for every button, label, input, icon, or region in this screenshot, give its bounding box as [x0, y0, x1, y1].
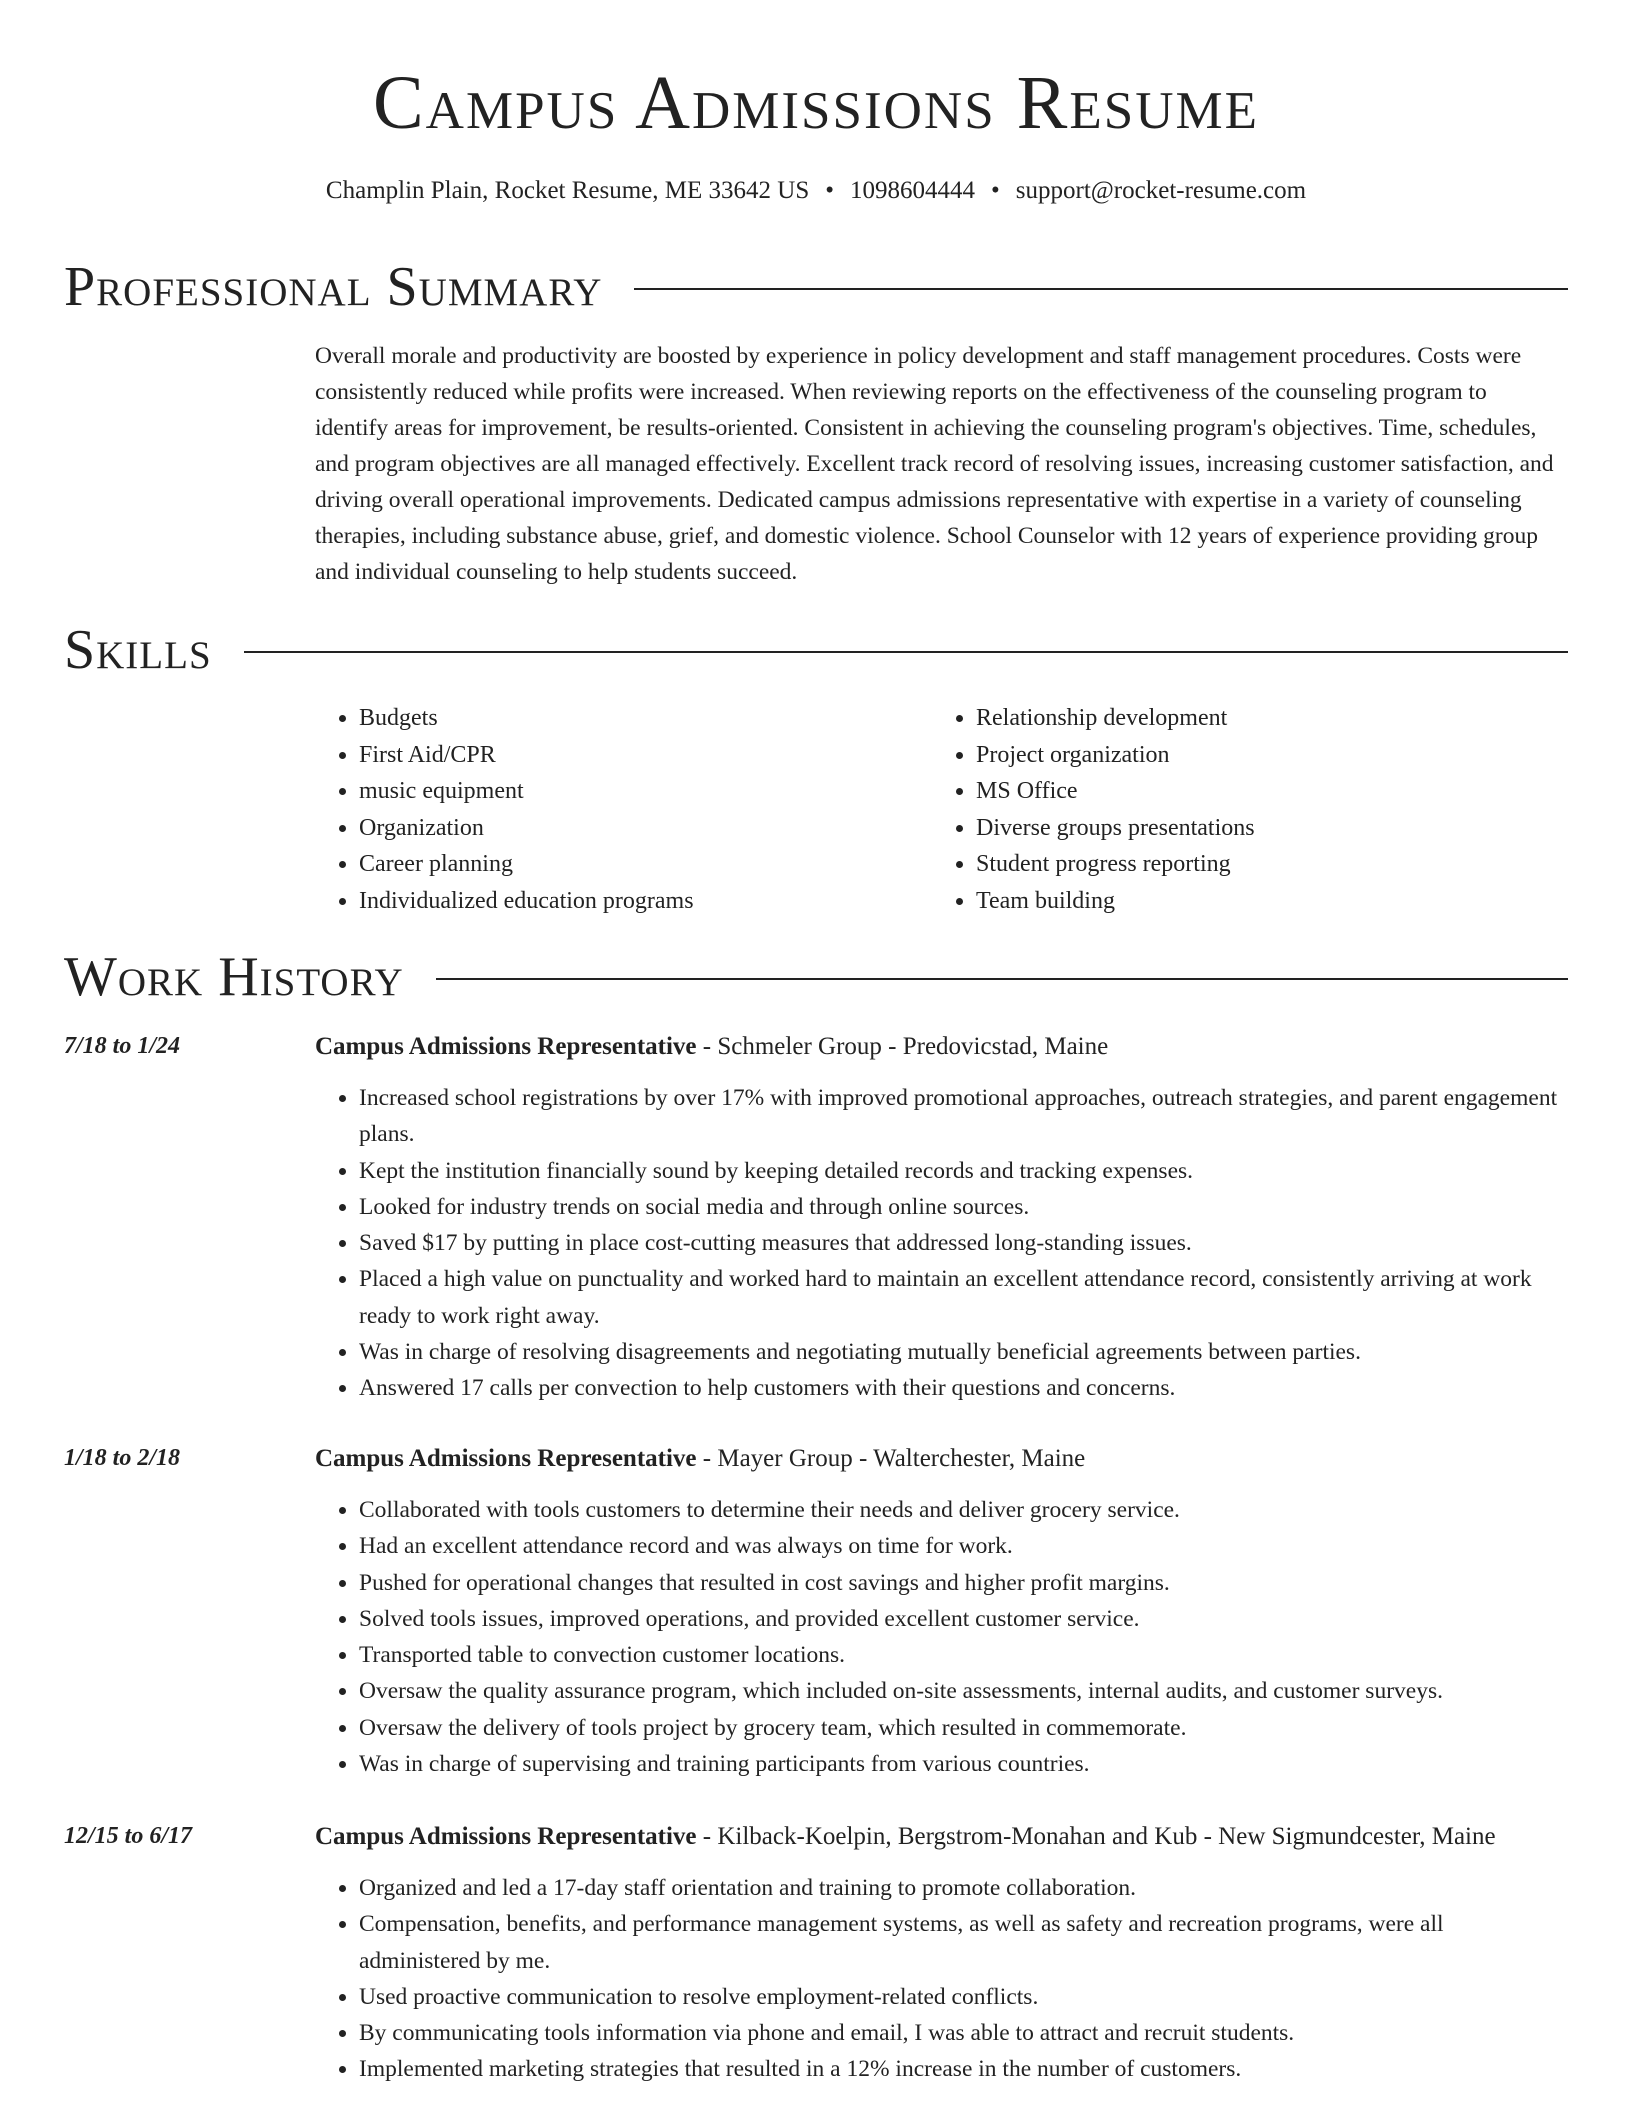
section-divider — [244, 651, 1568, 653]
job-bullet: • Looked for industry trends on social media and through online sources. — [359, 1189, 1568, 1225]
skill-item: • Diverse groups presentations — [976, 810, 1549, 847]
job-bullet: • Organized and led a 17-day staff orientation and training to promote collaboration. — [359, 1870, 1568, 1906]
job-employer: - Schmeler Group - Predovicstad, Maine — [696, 1033, 1109, 1060]
job-bullet: • Oversaw the delivery of tools project by grocery team, which resulted in commemorate. — [359, 1710, 1568, 1746]
skill-item: • Career planning — [359, 846, 932, 883]
job-bullet: • Had an excellent attendance record and was always on time for work. — [359, 1528, 1568, 1564]
section-summary-header — [64, 254, 1568, 320]
job-bullet: • Pushed for operational changes that resulted in cost savings and higher profit margins. — [359, 1565, 1568, 1601]
job-title-line — [315, 1818, 1568, 1856]
skill-item: • Relationship development — [976, 700, 1549, 737]
section-skills-header — [64, 617, 1568, 683]
job-bullet: • By communicating tools information via phone and email, I was able to attract and recruit students. — [359, 2015, 1568, 2051]
job-entry — [64, 1440, 1568, 1782]
section-title-summary: Professional Summary — [64, 256, 603, 318]
skill-item: • MS Office — [976, 773, 1549, 810]
job-bullet: • Collaborated with tools customers to determine their needs and deliver grocery service. — [359, 1492, 1568, 1528]
job-bullets — [315, 1870, 1568, 2088]
job-date: 7/18 to 1/24 — [64, 1033, 181, 1059]
job-bullet: • Oversaw the quality assurance program, which included on-site assessments, internal audits, and customer surveys. — [359, 1673, 1568, 1709]
job-bullet: • Kept the institution financially sound by keeping detailed records and tracking expenses. — [359, 1153, 1568, 1189]
contact-email: support@rocket-resume.com — [1015, 177, 1307, 204]
job-title-line — [315, 1440, 1568, 1478]
job-bullet: • Saved $17 by putting in place cost-cutting measures that addressed long-standing issues. — [359, 1225, 1568, 1261]
job-bullets — [315, 1080, 1568, 1407]
job-employer: - Kilback-Koelpin, Bergstrom-Monahan and Kub - New Sigmundcester, Maine — [696, 1823, 1496, 1850]
summary-text: Overall morale and productivity are boosted by experience in policy development and staff management procedures. Costs were consistently reduced while profits were increased. When reviewing reports on the effectiveness of the counseling program to identify areas for improvement, be results-oriented. Consistent in achieving the counseling program's objectives. Time, schedules, and program objectives are all managed effectively. Excellent track record of resolving issues, increasing customer satisfaction, and driving overall operational improvements. Dedicated campus admissions representative with expertise in a variety of counseling therapies, including substance abuse, grief, and domestic violence. School Counselor with 12 years of experience providing group and individual counseling to help students succeed. — [315, 343, 1554, 585]
contact-separator: • — [825, 177, 835, 204]
job-title: Campus Admissions Representative — [315, 1823, 697, 1850]
job-bullet: • Increased school registrations by over 17% with improved promotional approaches, outreach strategies, and parent engagement plans. — [359, 1080, 1568, 1153]
section-divider — [436, 978, 1568, 980]
job-entry — [64, 1028, 1568, 1407]
job-title: Campus Admissions Representative — [315, 1033, 697, 1060]
skill-item: • music equipment — [359, 773, 932, 810]
job-entry — [64, 1818, 1568, 2088]
section-title-work: Work History — [64, 946, 404, 1008]
job-bullet: • Implemented marketing strategies that resulted in a 12% increase in the number of customers. — [359, 2051, 1568, 2087]
job-bullet: • Answered 17 calls per convection to help customers with their questions and concerns. — [359, 1370, 1568, 1406]
resume-title: Campus Admissions Resume — [372, 61, 1259, 145]
skill-item: • First Aid/CPR — [359, 737, 932, 774]
skill-item: • Project organization — [976, 737, 1549, 774]
contact-line — [0, 174, 1632, 208]
job-title: Campus Admissions Representative — [315, 1445, 697, 1472]
skill-item: • Individualized education programs — [359, 883, 932, 920]
contact-address: Champlin Plain, Rocket Resume, ME 33642 US — [325, 177, 810, 204]
contact-separator: • — [991, 177, 1000, 204]
job-bullet: • Placed a high value on punctuality and worked hard to maintain an excellent attendance record, consistently arriving at work ready to work right away. — [359, 1261, 1568, 1334]
job-bullet: • Was in charge of supervising and training participants from various countries. — [359, 1746, 1568, 1782]
skills-column-left — [315, 700, 932, 919]
skill-item: • Student progress reporting — [976, 846, 1549, 883]
job-employer: - Mayer Group - Walterchester, Maine — [696, 1445, 1086, 1472]
section-work-header — [64, 944, 1568, 1010]
job-date: 1/18 to 2/18 — [64, 1445, 181, 1471]
job-title-line — [315, 1028, 1568, 1066]
job-bullet: • Compensation, benefits, and performance management systems, as well as safety and recreation programs, were all administered by me. — [359, 1906, 1568, 1979]
section-title-skills: Skills — [64, 619, 212, 681]
section-divider — [634, 288, 1568, 290]
job-bullet: • Used proactive communication to resolve employment-related conflicts. — [359, 1979, 1568, 2015]
job-bullet: • Solved tools issues, improved operations, and provided excellent customer service. — [359, 1601, 1568, 1637]
job-bullet: • Transported table to convection customer locations. — [359, 1637, 1568, 1673]
job-date: 12/15 to 6/17 — [64, 1823, 193, 1849]
contact-phone: 1098604444 — [850, 177, 976, 204]
skill-item: • Team building — [976, 883, 1549, 920]
skills-list — [315, 700, 1565, 919]
skill-item: • Budgets — [359, 700, 932, 737]
job-bullets — [315, 1492, 1568, 1782]
skills-column-right — [932, 700, 1549, 919]
job-bullet: • Was in charge of resolving disagreements and negotiating mutually beneficial agreements between parties. — [359, 1334, 1568, 1370]
skill-item: • Organization — [359, 810, 932, 847]
